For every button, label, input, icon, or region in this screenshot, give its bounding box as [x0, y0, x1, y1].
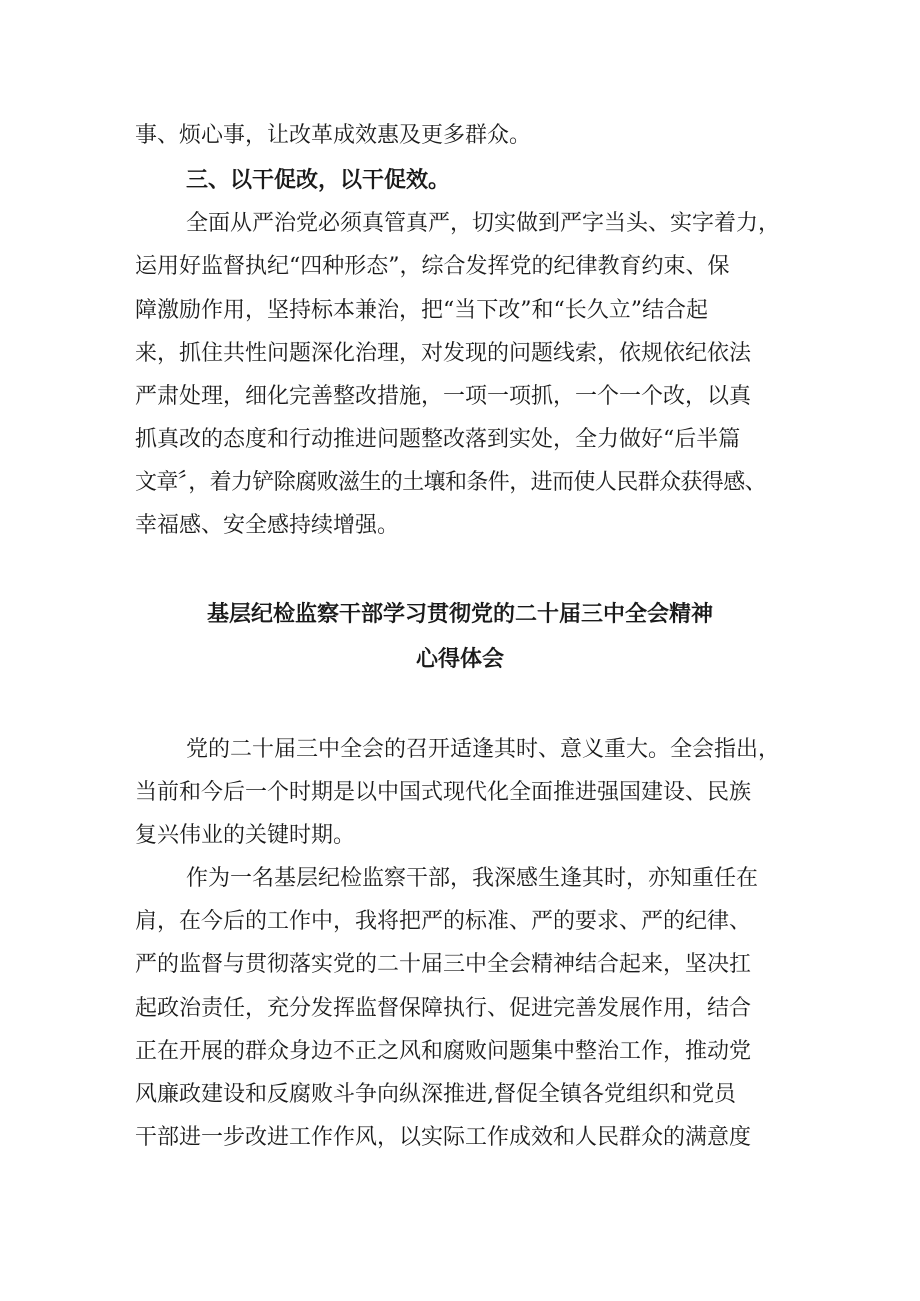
paragraph-line: 风廉政建设和反腐败斗争向纵深推进,督促全镇各党组织和党员 — [135, 1082, 736, 1107]
paragraph-line: 正在开展的群众身边不正之风和腐败问题集中整治工作，推动党 — [135, 1039, 752, 1064]
paragraph-line: 幸福感、安全感持续增强。 — [135, 513, 400, 538]
paragraph-line: 抓真改的态度和行动推进问题整改落到实处，全力做好“后半篇 — [135, 427, 741, 452]
paragraph-line: 复兴伟业的关键时期。 — [135, 823, 356, 848]
paragraph-line: 来，抓住共性问题深化治理，对发现的问题线索，依规依纪依法 — [135, 341, 752, 366]
article-title: 基层纪检监察干部学习贯彻党的二十届三中全会精神 — [206, 601, 713, 627]
section-heading: 三、以干促改，以干促效。 — [186, 167, 451, 193]
paragraph-line: 干部进一步改进工作作风，以实际工作成效和人民群众的满意度 — [135, 1125, 752, 1150]
paragraph-line: 事、烦心事，让改革成效惠及更多群众。 — [135, 123, 532, 148]
article-title-subline: 心得体会 — [415, 646, 504, 672]
paragraph-line: 作为一名基层纪检监察干部，我深感生逢其时，亦知重任在 — [186, 866, 759, 891]
paragraph-line: 当前和今后一个时期是以中国式现代化全面推进强国建设、民族 — [135, 780, 752, 805]
paragraph-line: 文章〞，着力铲除腐败滋生的土壤和条件，进而使人民群众获得感、 — [135, 470, 767, 495]
paragraph-line: 严的监督与贯彻落实党的二十届三中全会精神结合起来，坚决扛 — [135, 952, 752, 977]
paragraph-line: 党的二十届三中全会的召开适逢其时、意义重大。全会指出， — [186, 737, 781, 762]
paragraph-line: 运用好监督执纪“四种形态”，综合发挥党的纪律教育约束、保 — [135, 254, 730, 279]
paragraph-line: 障激励作用，坚持标本兼治，把“当下改”和“长久立”结合起 — [135, 298, 708, 323]
paragraph-line: 起政治责任，充分发挥监督保障执行、促进完善发展作用，结合 — [135, 996, 752, 1021]
paragraph-line: 全面从严治党必须真管真严，切实做到严字当头、实字着力， — [186, 211, 781, 236]
paragraph-line: 肩，在今后的工作中，我将把严的标准、严的要求、严的纪律、 — [135, 909, 752, 934]
paragraph-line: 严肃处理，细化完善整改措施，一项一项抓，一个一个改，以真 — [135, 384, 752, 409]
